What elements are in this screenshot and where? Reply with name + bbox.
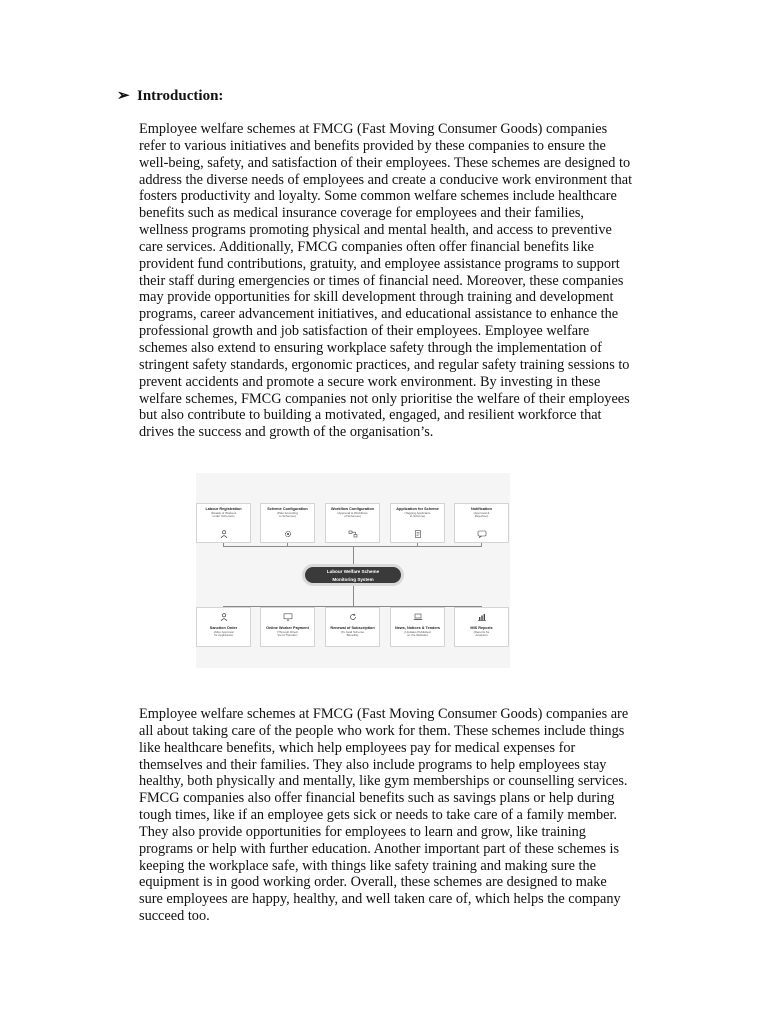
diagram-top-box bbox=[196, 503, 251, 543]
box-subtitle: under Schemes) bbox=[212, 514, 235, 519]
text-line: succeed too. bbox=[139, 908, 210, 925]
text-line: equipment is in good working order. Overall, these schemes are designed to make bbox=[139, 874, 607, 891]
document-icon bbox=[413, 530, 423, 538]
text-line: themselves and their families. They also include programs to help employees stay bbox=[139, 756, 607, 773]
text-line: They also provide opportunities for employees to learn and grow, like training bbox=[139, 823, 586, 840]
box-subtitle: Rejection) bbox=[474, 514, 489, 519]
text-line: provident fund contributions, gratuity, and employee assistance programs to support bbox=[139, 255, 620, 272]
text-line: care services. Additionally, FMCG companies often offer financial benefits like bbox=[139, 238, 594, 255]
text-line: welfare schemes, FMCG companies not only prioritise the welfare of their employees bbox=[139, 390, 630, 407]
box-title: Renewal of Subscription bbox=[330, 626, 375, 630]
text-line: Employee welfare schemes at FMCG (Fast Moving Consumer Goods) companies are bbox=[139, 706, 629, 722]
box-subtitle: (Plan According bbox=[276, 510, 298, 515]
diagram-bottom-box bbox=[325, 607, 380, 647]
intro-paragraph-1 bbox=[139, 121, 679, 441]
center-label-line: Labour Welfare Scheme bbox=[326, 569, 380, 574]
box-title: MIS Reports bbox=[470, 626, 493, 630]
box-subtitle: Fund Transfer) bbox=[277, 633, 298, 638]
diagram-connector bbox=[223, 543, 224, 547]
intro-paragraph-2 bbox=[139, 706, 679, 925]
box-subtitle: to Schemes) bbox=[279, 514, 296, 519]
box-subtitle: for Applicants) bbox=[213, 633, 233, 638]
diagram-connector bbox=[481, 543, 482, 547]
arrow-bullet-icon: ➢ bbox=[117, 88, 130, 104]
diagram-bottom-box bbox=[196, 607, 251, 647]
text-line: address the diverse needs of employees and create a conducive work environment that bbox=[139, 171, 633, 188]
text-line: fosters productivity and loyalty. Some common welfare schemes include healthcare bbox=[139, 188, 617, 205]
text-line: programs, career advancement initiatives, and educational assistance to enhance the bbox=[139, 306, 619, 323]
text-line: prevent accidents and promote a secure work environment. By investing in these bbox=[139, 373, 601, 390]
workflow-icon bbox=[348, 530, 358, 538]
gear-icon bbox=[283, 530, 293, 538]
box-subtitle: (Details of Workers bbox=[210, 510, 237, 515]
box-subtitle: (Tagging Applicants bbox=[404, 510, 431, 515]
chart-icon bbox=[477, 613, 487, 621]
text-line: healthy, both physically and mentally, like gym memberships or counselling services. bbox=[139, 773, 628, 790]
refresh-icon bbox=[348, 613, 358, 621]
text-line: but also contribute to building a motivated, engaged, and resilient workforce that bbox=[139, 407, 602, 424]
text-line: stringent safety standards, ergonomic practices, and regular safety training sessions to bbox=[139, 356, 630, 373]
text-line: their staff during emergencies or times of financial need. Moreover, these companies bbox=[139, 272, 624, 289]
text-line: Employee welfare schemes at FMCG (Fast Moving Consumer Goods) companies bbox=[139, 121, 608, 137]
diagram-connector bbox=[287, 543, 288, 547]
box-subtitle: (To Avail Scheme bbox=[340, 629, 365, 634]
box-subtitle: of Schemes) bbox=[344, 514, 361, 519]
text-line: keeping the workplace safe, with things like safety training and making sure the bbox=[139, 857, 596, 874]
text-line: refer to various initiatives and benefits provided by these companies to ensure the bbox=[139, 137, 606, 154]
box-subtitle: on the Website) bbox=[407, 633, 428, 638]
diagram-bottom-box bbox=[260, 607, 315, 647]
box-subtitle: (Approval & bbox=[473, 510, 490, 515]
text-line: may provide opportunities for skill development through training and development bbox=[139, 289, 614, 306]
text-line: tough times, like if an employee gets sick or needs to take care of a family member. bbox=[139, 807, 617, 824]
text-line: well-being, safety, and satisfaction of their employees. These schemes are designed to bbox=[139, 154, 631, 171]
box-title: Labour Registration bbox=[205, 507, 242, 511]
diagram-top-box bbox=[454, 503, 509, 543]
chat-bubble-icon bbox=[477, 530, 487, 538]
text-line: professional growth and job satisfaction of their employees. Employee welfare bbox=[139, 323, 590, 340]
diagram-top-box bbox=[390, 503, 445, 543]
box-subtitle: (After Approval bbox=[213, 629, 234, 634]
box-subtitle: Benefits) bbox=[346, 633, 359, 638]
text-line: schemes also extend to ensuring workplace safety through the implementation of bbox=[139, 339, 602, 356]
heading-label: Introduction: bbox=[137, 88, 224, 104]
diagram-connector bbox=[417, 543, 418, 547]
welfare-scheme-diagram bbox=[196, 473, 510, 668]
text-line: sure employees are happy, healthy, and well taken care of, which helps the company bbox=[139, 891, 621, 908]
box-title: Application for Scheme bbox=[396, 507, 439, 511]
center-label-line: Monitoring System bbox=[332, 576, 374, 582]
text-line: FMCG companies also offer financial benefits such as savings plans or help during bbox=[139, 790, 615, 807]
box-subtitle: (Approval & Workflows bbox=[337, 510, 368, 515]
box-title: Notification bbox=[471, 507, 492, 511]
diagram-bottom-box bbox=[454, 607, 509, 647]
box-subtitle: (Updates Published bbox=[404, 629, 431, 634]
box-title: Workflow Configuration bbox=[331, 507, 374, 511]
diagram-bottom-box bbox=[390, 607, 445, 647]
box-subtitle: (Reports for bbox=[473, 629, 490, 634]
box-subtitle: to Scheme) bbox=[409, 514, 426, 519]
text-line: benefits such as medical insurance coverage for employees and their families, bbox=[139, 205, 585, 222]
person-icon bbox=[219, 613, 229, 621]
diagram-connector bbox=[223, 546, 481, 547]
box-title: Online Worker Payment bbox=[266, 626, 309, 630]
monitor-icon bbox=[283, 613, 293, 621]
text-line: all about taking care of the people who work for them. These schemes include things bbox=[139, 722, 625, 739]
box-title: News, Notices & Tenders bbox=[394, 626, 441, 630]
text-line: wellness programs promoting physical and mental health, and access to preventive bbox=[139, 222, 612, 239]
text-line: like healthcare benefits, which help employees pay for medical expenses for bbox=[139, 739, 576, 756]
laptop-icon bbox=[413, 613, 423, 621]
diagram-top-box bbox=[260, 503, 315, 543]
box-subtitle: Analysis) bbox=[475, 633, 488, 638]
diagram-top-box bbox=[325, 503, 380, 543]
diagram-center-node bbox=[302, 564, 404, 586]
person-icon bbox=[219, 530, 229, 538]
box-title: Scheme Configuration bbox=[267, 507, 308, 511]
text-line: programs or help with further education. Another important part of these schemes is bbox=[139, 840, 620, 857]
box-subtitle: (Through Direct bbox=[277, 629, 298, 634]
section-heading bbox=[117, 87, 223, 105]
box-title: Sanction Order bbox=[209, 626, 238, 630]
text-line: drives the success and growth of the organisation’s. bbox=[139, 424, 434, 441]
